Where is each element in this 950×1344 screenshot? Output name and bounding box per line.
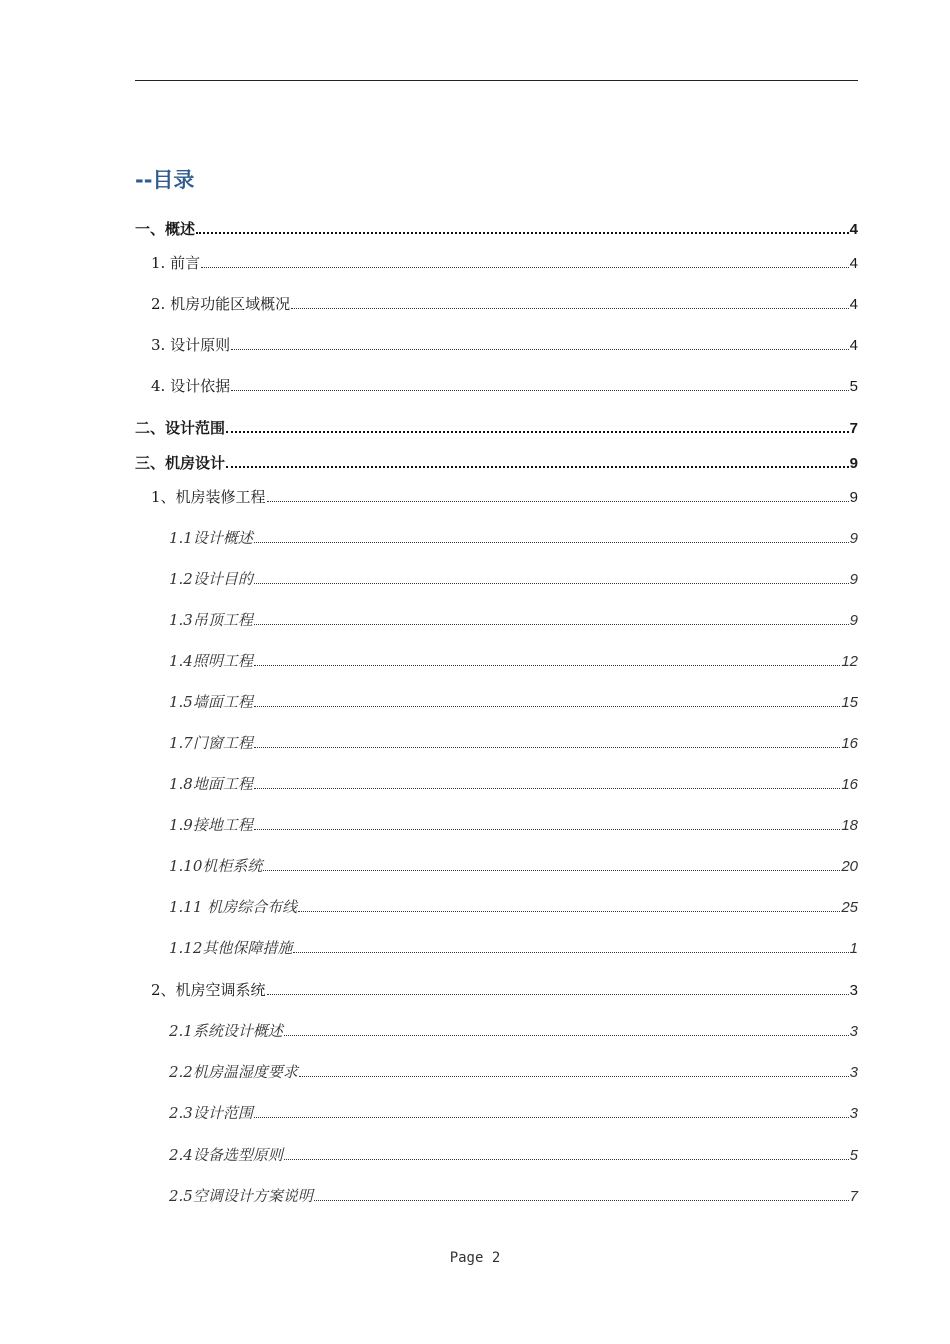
page-number-footer: Page 2: [449, 1250, 501, 1266]
toc-entry-page: 5: [849, 1147, 858, 1164]
toc-entry-page: 4: [849, 337, 858, 354]
header-rule: [135, 80, 858, 81]
toc-leader-dots: [254, 733, 840, 748]
toc-title: --目录: [135, 168, 195, 192]
toc-entry-page: 7: [849, 420, 858, 437]
toc-leader-dots: [291, 294, 849, 309]
toc-entry[interactable]: [135, 692, 858, 713]
toc-entry-label: 2.4设备选型原则: [169, 1146, 283, 1164]
toc-entry[interactable]: [135, 569, 858, 590]
toc-entry-label: 2. 机房功能区域概况: [151, 295, 291, 313]
toc-leader-dots: [254, 1103, 849, 1118]
toc-entry-label: 二、设计范围: [135, 419, 226, 437]
toc-leader-dots: [314, 1186, 849, 1201]
toc-leader-dots: [226, 417, 849, 433]
toc-entry-label: 1. 前言: [151, 254, 201, 272]
toc-entry-page: 3: [849, 1105, 858, 1122]
toc-entry-label: 1.12其他保障措施: [169, 939, 293, 957]
toc-entry[interactable]: [135, 294, 858, 315]
toc-leader-dots: [254, 528, 849, 543]
toc-entry-page: 18: [841, 817, 858, 834]
toc-leader-dots: [196, 218, 849, 234]
toc-entry-page: 5: [849, 378, 858, 395]
toc-entry-label: 1.1设计概述: [169, 529, 253, 547]
toc-entry-label: 1.7门窗工程: [169, 734, 253, 752]
toc-entry-label: 三、机房设计: [135, 454, 226, 472]
toc-entry[interactable]: [135, 1186, 858, 1207]
toc-entry-label: 1.5墙面工程: [169, 693, 253, 711]
toc-leader-dots: [231, 376, 849, 391]
toc-entry-label: 1.11 机房综合布线: [169, 898, 298, 916]
toc-entry[interactable]: [135, 856, 858, 877]
toc-entry-page: 3: [849, 982, 858, 999]
toc-leader-dots: [284, 1145, 849, 1160]
toc-entry-page: 4: [849, 221, 858, 238]
toc-leader-dots: [254, 692, 840, 707]
toc-entry-page: 12: [841, 653, 858, 670]
toc-entry-page: 1: [849, 940, 858, 957]
toc-entry-label: 2.2机房温湿度要求: [169, 1063, 298, 1081]
toc-leader-dots: [254, 569, 849, 584]
toc-entry[interactable]: [135, 651, 858, 672]
toc-leader-dots: [284, 1021, 849, 1036]
toc-entry-page: 7: [849, 1188, 858, 1205]
toc-entry-label: 2.5空调设计方案说明: [169, 1187, 313, 1205]
toc-entry-page: 3: [849, 1064, 858, 1081]
toc-leader-dots: [254, 815, 840, 830]
toc-entry-label: 4. 设计依据: [151, 377, 231, 395]
toc-leader-dots: [254, 774, 840, 789]
toc-entry-page: 16: [841, 776, 858, 793]
toc-entry-label: 3. 设计原则: [151, 336, 231, 354]
toc-entry-page: 4: [849, 296, 858, 313]
toc-leader-dots: [293, 938, 848, 953]
toc-entry[interactable]: [135, 218, 858, 240]
toc-entry-page: 9: [849, 571, 858, 588]
toc-entry[interactable]: [135, 1103, 858, 1124]
toc-leader-dots: [201, 253, 849, 268]
toc-entry[interactable]: [135, 253, 858, 274]
toc-entry-label: 1.10机柜系统: [169, 857, 263, 875]
toc-leader-dots: [299, 1062, 849, 1077]
toc-entry-label: 1、机房装修工程: [151, 488, 266, 506]
toc-entry[interactable]: [135, 335, 858, 356]
toc-entry[interactable]: [135, 815, 858, 836]
toc-entry-page: 9: [849, 612, 858, 629]
toc-entry-label: 1.8地面工程: [169, 775, 253, 793]
toc-entry-label: 1.4照明工程: [169, 652, 253, 670]
toc-entry-page: 25: [841, 899, 858, 916]
toc-entry-page: 15: [841, 694, 858, 711]
toc-entry-page: 9: [849, 455, 858, 472]
toc-entry[interactable]: [135, 487, 858, 508]
toc-entry[interactable]: [135, 1145, 858, 1166]
toc-entry-page: 9: [849, 489, 858, 506]
toc-entry[interactable]: [135, 774, 858, 795]
toc-leader-dots: [254, 651, 840, 666]
toc-leader-dots: [267, 980, 849, 995]
toc-entry-label: 2、机房空调系统: [151, 981, 266, 999]
toc-entry-page: 3: [849, 1023, 858, 1040]
toc-entry-page: 20: [841, 858, 858, 875]
toc-entry[interactable]: [135, 376, 858, 397]
toc-entry[interactable]: [135, 528, 858, 549]
toc-leader-dots: [298, 897, 840, 912]
toc-entry[interactable]: [135, 938, 858, 959]
toc-entry-label: 1.2设计目的: [169, 570, 253, 588]
toc-leader-dots: [267, 487, 849, 502]
toc-entry[interactable]: [135, 980, 858, 1001]
toc-leader-dots: [254, 610, 849, 625]
toc-entry-label: 一、概述: [135, 220, 196, 238]
toc-entry[interactable]: [135, 417, 858, 439]
toc-entry-label: 1.9接地工程: [169, 816, 253, 834]
toc-entry[interactable]: [135, 452, 858, 474]
toc-entry-label: 2.1系统设计概述: [169, 1022, 283, 1040]
toc-entry-page: 16: [841, 735, 858, 752]
toc-entry-page: 9: [849, 530, 858, 547]
toc-entry-label: 2.3设计范围: [169, 1104, 253, 1122]
toc-entry[interactable]: [135, 897, 858, 918]
toc-entry-label: 1.3吊顶工程: [169, 611, 253, 629]
toc-entry[interactable]: [135, 1062, 858, 1083]
toc-leader-dots: [226, 452, 849, 468]
toc-leader-dots: [231, 335, 849, 350]
toc-leader-dots: [263, 856, 840, 871]
toc-entry[interactable]: [135, 733, 858, 754]
toc-entry[interactable]: [135, 1021, 858, 1042]
toc-entry[interactable]: [135, 610, 858, 631]
toc-entry-page: 4: [849, 255, 858, 272]
